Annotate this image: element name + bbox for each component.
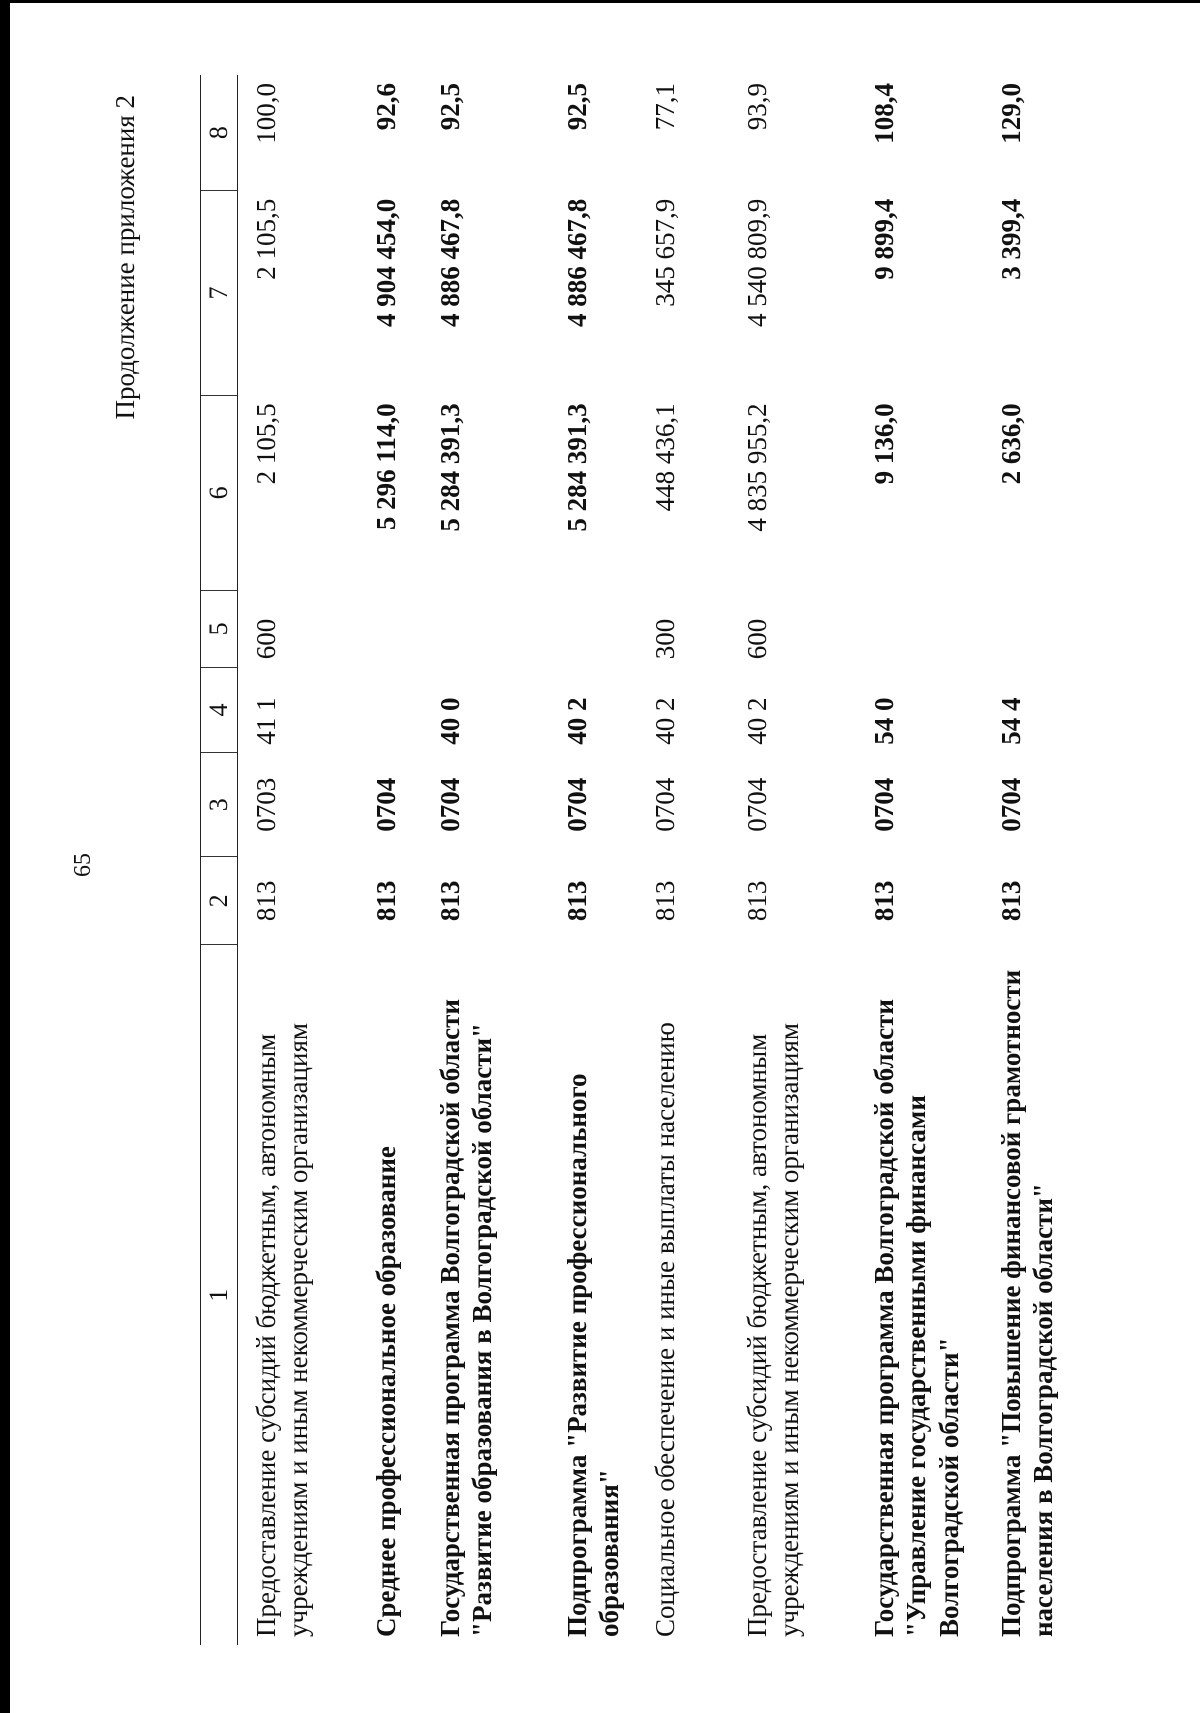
row-executed: 9 899,4 [869,198,899,280]
row-ministry-code: 813 [371,880,401,922]
row-program-code: 40 2 [562,697,592,745]
row-executed: 4 886 467,8 [435,198,465,328]
table-row [637,75,729,1645]
row-executed: 3 399,4 [996,198,1026,280]
row-ministry-code: 813 [996,880,1026,922]
row-executed: 345 657,9 [650,198,680,307]
row-ministry-code: 813 [742,880,772,922]
row-planned: 5 284 391,3 [435,403,465,532]
budget-table [200,75,1115,1645]
row-program-code: 41 1 [251,697,281,745]
row-name: Социальное обеспечение и иные выплаты населению [650,1022,680,1637]
row-program-code: 40 2 [742,697,772,745]
row-planned: 2 105,5 [251,403,281,485]
rotated-page-content [110,55,1140,1675]
header-row [201,75,238,1645]
row-name: Предоставление субсидий бюджетным, автономным учреждениям и иным некоммерческим организациям [251,1023,314,1637]
row-expense-type: 300 [650,618,680,660]
row-expense-type [983,590,1115,667]
row-section-code: 0704 [435,777,465,832]
row-program-code: 40 2 [650,697,680,745]
header-col-8: 8 [201,75,238,191]
table-row [358,75,422,1645]
row-name: Подпрограмма "Развитие профессионального образования" [562,1073,625,1637]
row-planned: 9 136,0 [869,403,899,485]
row-percent: 93,9 [742,83,772,131]
continuation-caption: Продолжение приложения 2 [110,95,140,420]
row-ministry-code: 813 [435,880,465,922]
row-executed: 2 105,5 [251,198,281,280]
table-row [549,75,637,1645]
row-section-code: 0704 [869,777,899,832]
row-planned: 4 835 955,2 [742,403,772,532]
table-row [856,75,983,1645]
header-col-4: 4 [201,667,238,753]
row-program-code: 54 4 [996,697,1026,745]
row-name: Государственная программа Волгоградской области "Развитие образования в Волгоградской области" [435,999,498,1637]
row-planned: 5 296 114,0 [371,403,401,531]
row-executed: 4 886 467,8 [562,198,592,328]
row-expense-type [358,590,422,667]
row-program-code: 54 0 [869,697,899,745]
row-ministry-code: 813 [562,880,592,922]
row-name: Подпрограмма "Повышение финансовой грамотности населения в Волгоградской области" [996,969,1059,1637]
header-col-3: 3 [201,753,238,857]
row-percent: 100,0 [251,83,281,144]
row-executed: 4 540 809,9 [742,198,772,328]
row-name: Среднее профессиональное образование [371,1146,401,1637]
page-number: 65 [70,853,96,877]
scan-border-left [0,0,10,1713]
row-name: Предоставление субсидий бюджетным, автономным учреждениям и иным некоммерческим организациям [742,1023,805,1637]
row-section-code: 0704 [371,777,401,832]
row-percent: 92,5 [562,83,592,131]
row-expense-type [856,590,983,667]
header-col-7: 7 [201,191,238,396]
table-row [422,75,549,1645]
row-percent: 92,6 [371,83,401,131]
header-col-5: 5 [201,590,238,667]
row-section-code: 0704 [650,777,680,832]
header-col-2: 2 [201,857,238,945]
row-ministry-code: 813 [251,880,281,922]
header-col-6: 6 [201,395,238,590]
row-ministry-code: 813 [869,880,899,922]
row-section-code: 0703 [251,777,281,832]
row-program-code: 40 0 [435,697,465,745]
row-program-code [358,667,422,753]
row-percent: 108,4 [869,83,899,144]
row-planned: 2 636,0 [996,403,1026,485]
table-row [729,75,856,1645]
row-percent: 129,0 [996,83,1026,144]
header-col-1: 1 [201,945,238,1645]
scan-border-top [0,0,1200,3]
table-row [983,75,1115,1645]
row-planned: 448 436,1 [650,403,680,512]
row-expense-type: 600 [251,618,281,660]
row-section-code: 0704 [562,777,592,832]
row-percent: 92,5 [435,83,465,131]
row-expense-type [549,590,637,667]
row-percent: 77,1 [650,83,680,131]
table-row [238,75,359,1645]
row-name: Государственная программа Волгоградской области "Управление государственными финансами Волгоградской области" [869,999,964,1637]
row-executed: 4 904 454,0 [371,198,401,328]
row-planned: 5 284 391,3 [562,403,592,532]
row-expense-type: 600 [742,618,772,660]
row-section-code: 0704 [742,777,772,832]
row-section-code: 0704 [996,777,1026,832]
row-ministry-code: 813 [650,880,680,922]
row-expense-type [422,590,549,667]
